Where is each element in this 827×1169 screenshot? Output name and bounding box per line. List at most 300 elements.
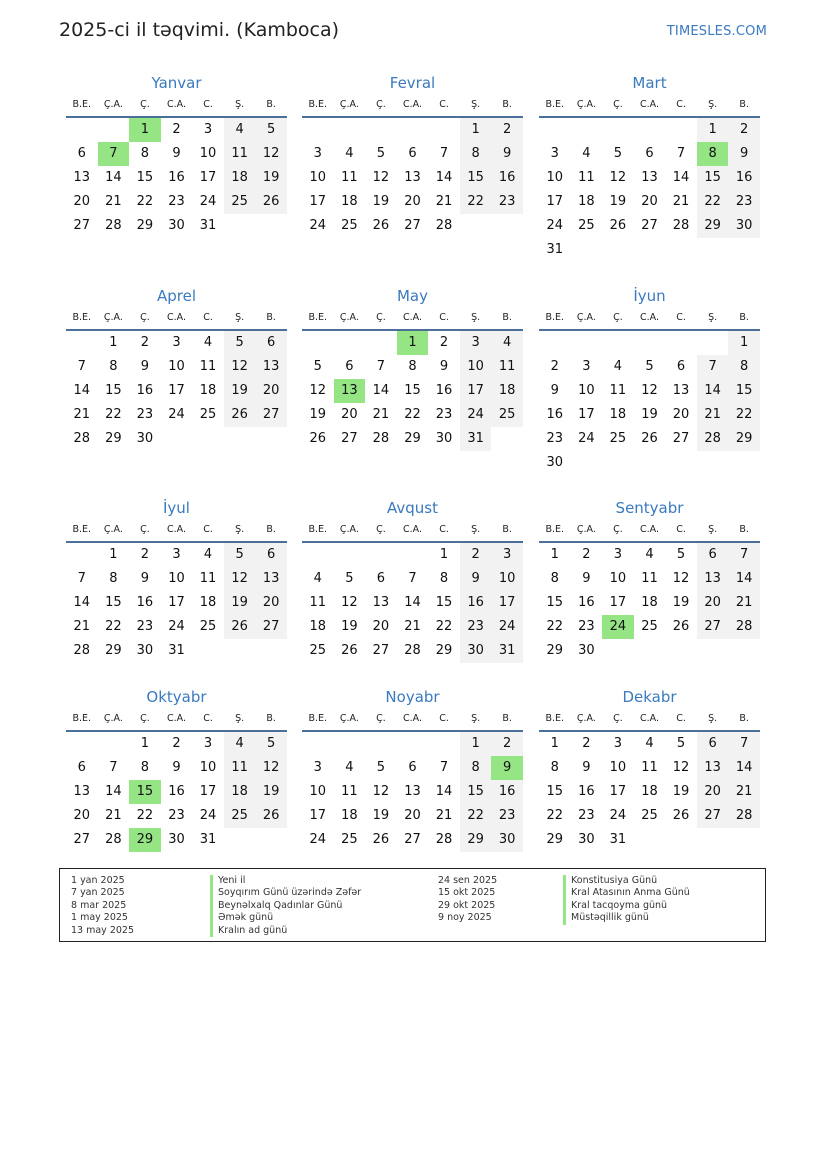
week-row — [539, 355, 760, 379]
weekday-label: B.E. — [72, 713, 92, 724]
weekday-label: C.A. — [639, 99, 659, 110]
day-cell: 17 — [609, 595, 627, 610]
day-cell: 4 — [491, 331, 523, 355]
legend-date: 8 mar 2025 — [71, 899, 127, 911]
day-cell: 14 — [697, 379, 729, 403]
empty-day-cell — [192, 427, 224, 451]
weekday-label: C.A. — [166, 713, 186, 724]
empty-day-cell — [571, 238, 603, 262]
empty-day-cell — [302, 732, 334, 756]
day-cell: 22 — [697, 190, 729, 214]
week-row — [539, 543, 760, 567]
day-cell: 23 — [546, 431, 564, 446]
week-row — [66, 379, 287, 403]
week-row — [66, 639, 287, 663]
day-cell: 19 — [309, 407, 327, 422]
day-cell: 4 — [613, 359, 623, 374]
weekday-label: B.E. — [545, 99, 565, 110]
week-row — [539, 427, 760, 451]
week-row — [302, 190, 523, 214]
empty-day-cell — [255, 828, 287, 852]
weekday-label: Ç. — [613, 524, 623, 535]
month-block — [539, 72, 760, 262]
weekday-label: Ç.A. — [339, 713, 359, 724]
month-block — [539, 285, 760, 475]
day-cell: 6 — [77, 146, 86, 161]
week-row — [302, 427, 523, 451]
day-cell: 31 — [609, 832, 627, 847]
empty-day-cell — [302, 118, 334, 142]
day-cell: 21 — [435, 194, 453, 209]
day-cell: 13 — [641, 170, 658, 185]
day-cell: 15 — [460, 166, 492, 190]
day-cell: 5 — [676, 736, 686, 751]
day-cell: 16 — [435, 383, 453, 398]
day-cell: 26 — [672, 619, 690, 634]
day-cell: 13 — [73, 170, 91, 185]
week-row — [66, 591, 287, 615]
day-cell: 1 — [109, 547, 118, 562]
empty-day-cell — [98, 732, 130, 756]
day-cell: 23 — [491, 804, 523, 828]
day-cell: 27 — [641, 218, 658, 233]
weekday-label: B. — [502, 713, 512, 724]
day-cell: 24 — [199, 194, 217, 209]
day-cell: 11 — [491, 355, 523, 379]
month-block — [302, 497, 523, 663]
day-cell: 10 — [609, 760, 627, 775]
day-cell: 22 — [136, 194, 154, 209]
day-cell: 25 — [224, 190, 256, 214]
day-cell: 18 — [341, 194, 358, 209]
day-cell: 14 — [435, 784, 453, 799]
day-cell: 27 — [697, 615, 729, 639]
day-cell: 26 — [255, 190, 287, 214]
empty-day-cell — [224, 639, 256, 663]
weekday-label: Ç. — [140, 312, 150, 323]
empty-day-cell — [365, 331, 397, 355]
day-cell: 10 — [309, 170, 327, 185]
week-row — [66, 828, 287, 852]
week-row — [302, 756, 523, 780]
day-cell: 19 — [341, 619, 358, 634]
holiday-day-cell: 13 — [334, 379, 366, 403]
empty-day-cell — [697, 238, 729, 262]
weekday-header — [302, 519, 523, 543]
month-block — [302, 285, 523, 451]
week-row — [302, 732, 523, 756]
day-cell: 7 — [376, 359, 386, 374]
day-cell: 26 — [341, 643, 358, 658]
day-cell: 25 — [309, 643, 327, 658]
day-cell: 8 — [109, 571, 118, 586]
day-cell: 2 — [728, 118, 760, 142]
day-cell: 12 — [672, 571, 690, 586]
day-cell: 12 — [641, 383, 658, 398]
day-cell: 22 — [460, 804, 492, 828]
week-row — [66, 355, 287, 379]
day-cell: 14 — [728, 567, 760, 591]
day-cell: 13 — [73, 784, 91, 799]
day-cell: 7 — [728, 543, 760, 567]
day-cell: 26 — [224, 403, 256, 427]
day-cell: 15 — [404, 383, 421, 398]
day-cell: 8 — [109, 359, 118, 374]
day-cell: 31 — [460, 427, 492, 451]
day-cell: 17 — [491, 591, 523, 615]
day-cell: 7 — [439, 760, 449, 775]
day-cell: 21 — [672, 194, 690, 209]
weekday-label: B. — [739, 713, 749, 724]
weekday-label: B.E. — [308, 99, 328, 110]
weekday-label: C. — [439, 713, 449, 724]
weekday-label: Ç.A. — [103, 99, 123, 110]
day-cell: 20 — [697, 780, 729, 804]
week-row — [539, 804, 760, 828]
day-cell: 10 — [199, 146, 217, 161]
day-cell: 30 — [460, 639, 492, 663]
empty-day-cell — [728, 828, 760, 852]
weekday-label: Ç.A. — [576, 713, 596, 724]
day-cell: 2 — [172, 736, 181, 751]
week-row — [66, 543, 287, 567]
empty-day-cell — [665, 451, 697, 475]
day-cell: 21 — [435, 808, 453, 823]
week-row — [302, 355, 523, 379]
holiday-day-cell: 7 — [98, 142, 130, 166]
weekday-label: C. — [439, 524, 449, 535]
day-cell: 20 — [697, 591, 729, 615]
day-cell: 16 — [168, 784, 185, 799]
day-cell: 8 — [439, 571, 449, 586]
weekday-header — [66, 307, 287, 331]
weekday-header — [302, 307, 523, 331]
day-cell: 31 — [199, 832, 217, 847]
day-cell: 23 — [491, 190, 523, 214]
day-cell: 22 — [460, 190, 492, 214]
month-name: Aprel — [156, 287, 197, 305]
empty-day-cell — [665, 238, 697, 262]
day-cell: 11 — [641, 760, 658, 775]
day-cell: 12 — [372, 170, 390, 185]
week-row — [66, 780, 287, 804]
empty-day-cell — [161, 427, 193, 451]
day-cell: 17 — [578, 407, 595, 422]
day-cell: 14 — [105, 784, 122, 799]
month-name: May — [396, 287, 428, 305]
month-name: Yanvar — [151, 74, 202, 92]
day-cell: 7 — [77, 571, 86, 586]
day-cell: 14 — [73, 383, 91, 398]
day-cell: 31 — [491, 639, 523, 663]
day-cell: 26 — [309, 431, 327, 446]
legend-holiday-name: Beynəlxalq Qadınlar Günü — [210, 900, 361, 912]
day-cell: 10 — [546, 170, 564, 185]
month-name: İyul — [163, 499, 190, 517]
weekday-label: Ç.A. — [339, 524, 359, 535]
day-cell: 4 — [313, 571, 322, 586]
day-cell: 28 — [435, 218, 453, 233]
week-row — [66, 118, 287, 142]
holiday-day-cell: 1 — [129, 118, 161, 142]
day-cell: 17 — [609, 784, 627, 799]
empty-day-cell — [224, 214, 256, 238]
empty-day-cell — [66, 543, 98, 567]
day-cell: 25 — [341, 218, 358, 233]
empty-day-cell — [365, 118, 397, 142]
day-cell: 26 — [224, 615, 256, 639]
day-cell: 24 — [609, 808, 627, 823]
holiday-day-cell: 1 — [397, 331, 429, 355]
day-cell: 25 — [341, 832, 358, 847]
day-cell: 14 — [105, 170, 122, 185]
legend-date: 13 may 2025 — [71, 924, 135, 936]
day-cell: 11 — [341, 784, 358, 799]
weekday-label: C.A. — [402, 713, 422, 724]
legend-date: 24 sen 2025 — [438, 875, 498, 886]
day-cell: 19 — [641, 407, 658, 422]
week-row — [66, 567, 287, 591]
holiday-day-cell: 29 — [129, 828, 161, 852]
day-cell: 26 — [372, 218, 390, 233]
day-cell: 5 — [224, 543, 256, 567]
day-cell: 30 — [491, 828, 523, 852]
day-cell: 8 — [408, 359, 417, 374]
weekday-header — [539, 708, 760, 732]
day-cell: 8 — [140, 760, 150, 775]
day-cell: 9 — [140, 571, 150, 586]
day-cell: 1 — [550, 547, 559, 562]
empty-day-cell — [571, 451, 603, 475]
day-cell: 29 — [105, 431, 122, 446]
day-cell: 10 — [491, 567, 523, 591]
day-cell: 28 — [105, 218, 122, 233]
day-cell: 4 — [224, 732, 256, 756]
weekday-label: Ç.A. — [576, 524, 596, 535]
day-cell: 7 — [728, 732, 760, 756]
weekday-label: Ç. — [376, 713, 386, 724]
site-logo-link[interactable]: TIMESLES.COM — [666, 24, 767, 39]
month-block — [66, 497, 287, 663]
day-cell: 10 — [460, 355, 492, 379]
day-cell: 26 — [641, 431, 658, 446]
empty-day-cell — [491, 214, 523, 238]
empty-day-cell — [728, 451, 760, 475]
empty-day-cell — [460, 214, 492, 238]
day-cell: 8 — [550, 760, 559, 775]
day-cell: 27 — [404, 832, 421, 847]
week-row — [539, 591, 760, 615]
day-cell: 3 — [313, 146, 322, 161]
weekday-label: B. — [502, 312, 512, 323]
day-cell: 22 — [728, 403, 760, 427]
empty-day-cell — [697, 828, 729, 852]
week-row — [539, 639, 760, 663]
day-cell: 27 — [73, 218, 91, 233]
day-cell: 22 — [435, 619, 453, 634]
day-cell: 18 — [199, 383, 217, 398]
empty-day-cell — [602, 238, 634, 262]
day-cell: 9 — [460, 567, 492, 591]
day-cell: 27 — [697, 804, 729, 828]
day-cell: 12 — [224, 567, 256, 591]
legend-holiday-name: Soyqırım Günü üzərində Zəfər — [210, 887, 361, 899]
day-cell: 20 — [404, 194, 421, 209]
day-cell: 19 — [372, 808, 390, 823]
legend-names-right — [563, 875, 690, 925]
week-row — [302, 780, 523, 804]
weekday-label: B. — [739, 99, 749, 110]
month-block — [539, 686, 760, 852]
weekday-label: Ç.A. — [103, 713, 123, 724]
week-row — [66, 403, 287, 427]
day-cell: 13 — [372, 595, 390, 610]
day-cell: 2 — [550, 359, 559, 374]
day-cell: 15 — [460, 780, 492, 804]
day-cell: 20 — [341, 407, 358, 422]
day-cell: 3 — [613, 547, 623, 562]
weekday-label: B.E. — [545, 312, 565, 323]
day-cell: 30 — [136, 643, 154, 658]
day-cell: 17 — [199, 170, 217, 185]
week-row — [66, 427, 287, 451]
day-cell: 31 — [546, 242, 564, 257]
day-cell: 15 — [105, 383, 122, 398]
day-cell: 19 — [224, 379, 256, 403]
holiday-day-cell: 15 — [129, 780, 161, 804]
day-cell: 5 — [313, 359, 322, 374]
month-name: Oktyabr — [146, 688, 207, 706]
day-cell: 10 — [578, 383, 595, 398]
day-cell: 30 — [578, 643, 595, 658]
day-cell: 7 — [77, 359, 86, 374]
day-cell: 13 — [255, 567, 287, 591]
weekday-label: B.E. — [72, 312, 92, 323]
week-row — [539, 756, 760, 780]
weekday-label: C. — [439, 99, 449, 110]
empty-day-cell — [397, 543, 429, 567]
weekday-label: Ş. — [235, 312, 245, 323]
day-cell: 21 — [73, 619, 91, 634]
day-cell: 17 — [199, 784, 217, 799]
day-cell: 28 — [105, 832, 122, 847]
week-row — [302, 403, 523, 427]
day-cell: 15 — [435, 595, 453, 610]
week-row — [302, 639, 523, 663]
day-cell: 4 — [345, 146, 354, 161]
empty-day-cell — [602, 451, 634, 475]
weekday-label: Ç.A. — [103, 524, 123, 535]
weekday-label: C. — [676, 524, 686, 535]
weekday-label: Ç.A. — [576, 312, 596, 323]
day-cell: 11 — [199, 359, 217, 374]
weekday-header — [66, 708, 287, 732]
day-cell: 6 — [345, 359, 354, 374]
month-block — [302, 686, 523, 852]
legend-dates-left — [71, 875, 134, 937]
empty-day-cell — [192, 639, 224, 663]
day-cell: 6 — [77, 760, 86, 775]
legend-date: 9 noy 2025 — [438, 912, 492, 924]
day-cell: 21 — [728, 780, 760, 804]
day-cell: 11 — [341, 170, 358, 185]
day-cell: 7 — [676, 146, 686, 161]
day-cell: 9 — [582, 760, 591, 775]
month-name: İyun — [633, 287, 666, 305]
day-cell: 2 — [582, 547, 591, 562]
holiday-day-cell: 8 — [697, 142, 729, 166]
day-cell: 24 — [460, 403, 492, 427]
day-cell: 23 — [136, 407, 154, 422]
week-row — [302, 615, 523, 639]
empty-day-cell — [334, 543, 366, 567]
month-block — [66, 72, 287, 238]
week-row — [66, 190, 287, 214]
day-cell: 10 — [609, 571, 627, 586]
day-cell: 25 — [491, 403, 523, 427]
day-cell: 16 — [578, 784, 595, 799]
day-cell: 22 — [136, 808, 154, 823]
day-cell: 5 — [255, 732, 287, 756]
holiday-day-cell: 9 — [491, 756, 523, 780]
legend-date: 1 yan 2025 — [71, 875, 125, 886]
week-row — [539, 379, 760, 403]
day-cell: 1 — [697, 118, 729, 142]
day-cell: 17 — [168, 595, 185, 610]
day-cell: 22 — [546, 808, 564, 823]
month-name: Mart — [632, 74, 667, 92]
weekday-label: C.A. — [402, 524, 422, 535]
day-cell: 11 — [578, 170, 595, 185]
empty-day-cell — [302, 543, 334, 567]
weekday-label: C.A. — [166, 524, 186, 535]
day-cell: 15 — [728, 379, 760, 403]
week-row — [539, 166, 760, 190]
day-cell: 19 — [255, 780, 287, 804]
month-block — [302, 72, 523, 238]
day-cell: 29 — [460, 828, 492, 852]
day-cell: 31 — [199, 218, 217, 233]
weekday-label: B.E. — [308, 713, 328, 724]
weekday-label: C.A. — [402, 312, 422, 323]
day-cell: 13 — [697, 567, 729, 591]
week-row — [539, 403, 760, 427]
day-cell: 4 — [224, 118, 256, 142]
day-cell: 17 — [309, 194, 327, 209]
empty-day-cell — [66, 118, 98, 142]
day-cell: 28 — [728, 804, 760, 828]
day-cell: 21 — [105, 808, 122, 823]
day-cell: 26 — [672, 808, 690, 823]
weekday-label: C. — [203, 713, 213, 724]
empty-day-cell — [634, 639, 666, 663]
empty-day-cell — [571, 118, 603, 142]
day-cell: 17 — [309, 808, 327, 823]
weekday-label: Ç.A. — [339, 312, 359, 323]
day-cell: 14 — [435, 170, 453, 185]
legend-holiday-name: Konstitusiya Günü — [563, 875, 690, 887]
legend-date: 15 okt 2025 — [438, 887, 496, 899]
day-cell: 14 — [672, 170, 690, 185]
week-row — [539, 238, 760, 262]
day-cell: 24 — [168, 619, 185, 634]
day-cell: 8 — [460, 756, 492, 780]
day-cell: 12 — [255, 142, 287, 166]
weekday-label: B. — [266, 99, 276, 110]
day-cell: 1 — [460, 118, 492, 142]
day-cell: 13 — [255, 355, 287, 379]
day-cell: 12 — [255, 756, 287, 780]
